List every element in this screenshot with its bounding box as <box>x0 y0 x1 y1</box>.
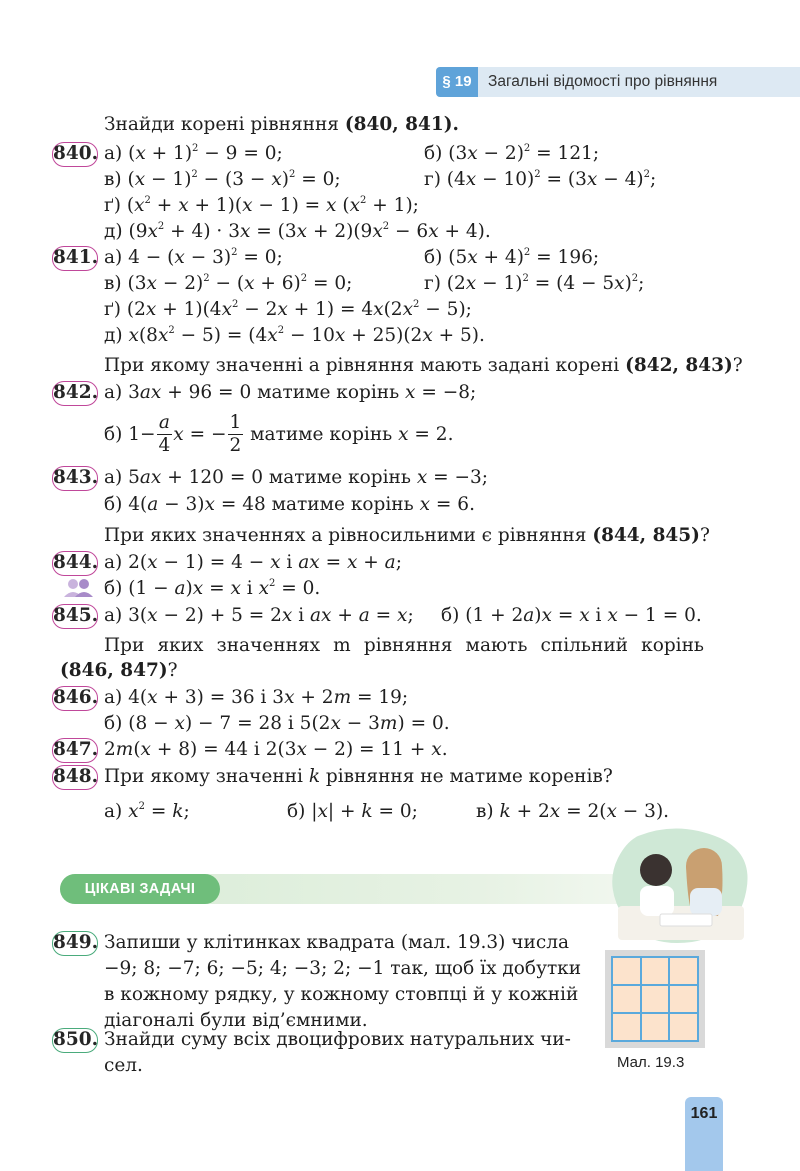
p841-a: а) $4 - (x - 3)^2 = 0$; <box>104 247 283 268</box>
p840-v: в) $(x - 1)^2 - (3 - x)^2 = 0$; <box>104 169 341 190</box>
p841-g: г) $(2x - 1)^2 = (4 - 5x)^2$; <box>424 273 645 294</box>
p846-b: б) (8 − x) − 7 = 28 і 5(2x − 3m) = 0. <box>104 713 450 734</box>
problem-number-843: 843. <box>52 466 98 491</box>
grid-cell <box>670 986 697 1012</box>
intro-text: Знайди корені рівняння <box>104 114 345 135</box>
intro-end: ? <box>732 355 743 376</box>
fraction-1-over-2: $\frac{1}{2}$ <box>229 412 242 456</box>
p849-line-1: Запиши у клітинках квадрата (мал. 19.3) числа <box>104 932 569 953</box>
interesting-tasks-label: ЦІКАВІ ЗАДАЧІ <box>60 874 220 904</box>
p848-a: а) $x^2 = k$; <box>104 801 190 822</box>
discussion-icon <box>62 576 94 598</box>
problem-number-840: 840. <box>52 142 98 167</box>
p849-line-2: −9; 8; −7; 6; −5; 4; −3; 2; −1 так, щоб їх добутки <box>104 958 582 979</box>
grid-cell <box>642 1014 669 1040</box>
p840-d: д) $(9x^2 + 4) \cdot 3x = (3x + 2)(9x^2 - 6x + 4)$. <box>104 221 491 242</box>
grid-cell <box>670 958 697 984</box>
p844-b: б) (1 − a)x = x і $x^2 = 0$. <box>104 578 321 599</box>
magic-square-figure <box>605 950 705 1048</box>
p848-v: в) k + 2x = 2(x − 3). <box>476 801 670 822</box>
p841-g2: ґ) $(2x + 1)(4x^2 - 2x + 1) = 4x(2x^2 - 5)$; <box>104 299 472 320</box>
p849-line-4: діагоналі були від’ємними. <box>104 1010 368 1031</box>
p841-d: д) $x(8x^2 - 5) = (4x^2 - 10x + 25)(2x + 5)$. <box>104 325 485 346</box>
grid-cell <box>613 1014 640 1040</box>
p847-text: 2m(x + 8) = 44 і 2(3x − 2) = 11 + x. <box>104 739 448 760</box>
interesting-tasks-band <box>60 874 660 904</box>
intro-text: При яких значеннях m рівняння мають спільний корінь <box>104 635 704 656</box>
grid-cell <box>642 986 669 1012</box>
intro-ref: (840, 841). <box>344 114 459 135</box>
grid-cell <box>670 1014 697 1040</box>
p850-line-1: Знайди суму всіх двоцифрових натуральних чи- <box>104 1029 571 1050</box>
intro-end: ? <box>167 660 178 681</box>
grid-cell <box>642 958 669 984</box>
intro-844-845 <box>104 525 710 546</box>
p842-a: а) 3ax + 96 = 0 матиме корінь x = −8; <box>104 382 477 403</box>
intro-842-843 <box>104 355 743 376</box>
p846-a: а) 4(x + 3) = 36 і 3x + 2m = 19; <box>104 687 409 708</box>
intro-846-847-line2 <box>60 660 178 681</box>
p849-line-3: в кожному рядку, у кожному стовпці й у кожній <box>104 984 579 1005</box>
p843-b: б) 4(a − 3)x = 48 матиме корінь x = 6. <box>104 494 475 515</box>
page-number: 161 <box>690 1105 718 1122</box>
p840-g: г) $(4x - 10)^2 = (3x - 4)^2$; <box>424 169 657 190</box>
intro-text: При яких значеннях a рівносильними є рівняння <box>104 525 593 546</box>
students-photo <box>608 826 754 946</box>
p845-b: б) (1 + 2a)x = x і x − 1 = 0. <box>441 605 702 626</box>
p848-text: При якому значенні k рівняння не матиме коренів? <box>104 766 613 787</box>
section-header <box>436 67 800 97</box>
problem-number-846: 846. <box>52 686 98 711</box>
grid-cell <box>613 958 640 984</box>
problem-number-850: 850. <box>52 1028 98 1053</box>
problem-number-848: 848. <box>52 765 98 790</box>
intro-840-841 <box>104 114 459 135</box>
fraction-a-over-4: $\frac{a}{4}$ <box>158 412 171 456</box>
p850-line-2: сел. <box>104 1055 143 1076</box>
page-number-tab <box>685 1097 723 1171</box>
problem-number-847: 847. <box>52 738 98 763</box>
problem-number-844: 844. <box>52 551 98 576</box>
p840-g2: ґ) $(x^2 + x + 1)(x - 1) = x$ $(x^2 + 1)$; <box>104 195 419 216</box>
intro-end: ? <box>699 525 710 546</box>
problem-number-842: 842. <box>52 381 98 406</box>
p845-a: а) 3(x − 2) + 5 = 2x і ax + a = x; <box>104 605 414 626</box>
intro-ref: (842, 843) <box>625 355 733 376</box>
intro-846-847-line1 <box>104 635 704 656</box>
problem-number-845: 845. <box>52 604 98 629</box>
p840-b: б) $(3x - 2)^2 = 121$; <box>424 143 600 164</box>
section-number: § 19 <box>436 67 478 97</box>
p840-a: а) $(x + 1)^2 - 9 = 0$; <box>104 143 283 164</box>
p842-b: б) 1− $\frac{a}{4}$ x = − $\frac{1}{2}$ матиме корінь x = 2. <box>104 412 454 456</box>
grid-cell <box>613 986 640 1012</box>
intro-ref: (846, 847) <box>60 660 168 681</box>
p848-b: б) |x| + k = 0; <box>287 801 418 822</box>
p841-b: б) $(5x + 4)^2 = 196$; <box>424 247 600 268</box>
p844-a: а) 2(x − 1) = 4 − x і ax = x + a; <box>104 552 402 573</box>
p841-v: в) $(3x - 2)^2 - (x + 6)^2 = 0$; <box>104 273 353 294</box>
problem-number-849: 849. <box>52 931 98 956</box>
intro-ref: (844, 845) <box>592 525 700 546</box>
intro-text: При якому значенні a рівняння мають задані корені <box>104 355 626 376</box>
problem-number-841: 841. <box>52 246 98 271</box>
figure-caption: Мал. 19.3 <box>617 1054 685 1071</box>
section-title: Загальні відомості про рівняння <box>488 73 718 90</box>
square-grid <box>611 956 699 1042</box>
p843-a: а) 5ax + 120 = 0 матиме корінь x = −3; <box>104 467 489 488</box>
